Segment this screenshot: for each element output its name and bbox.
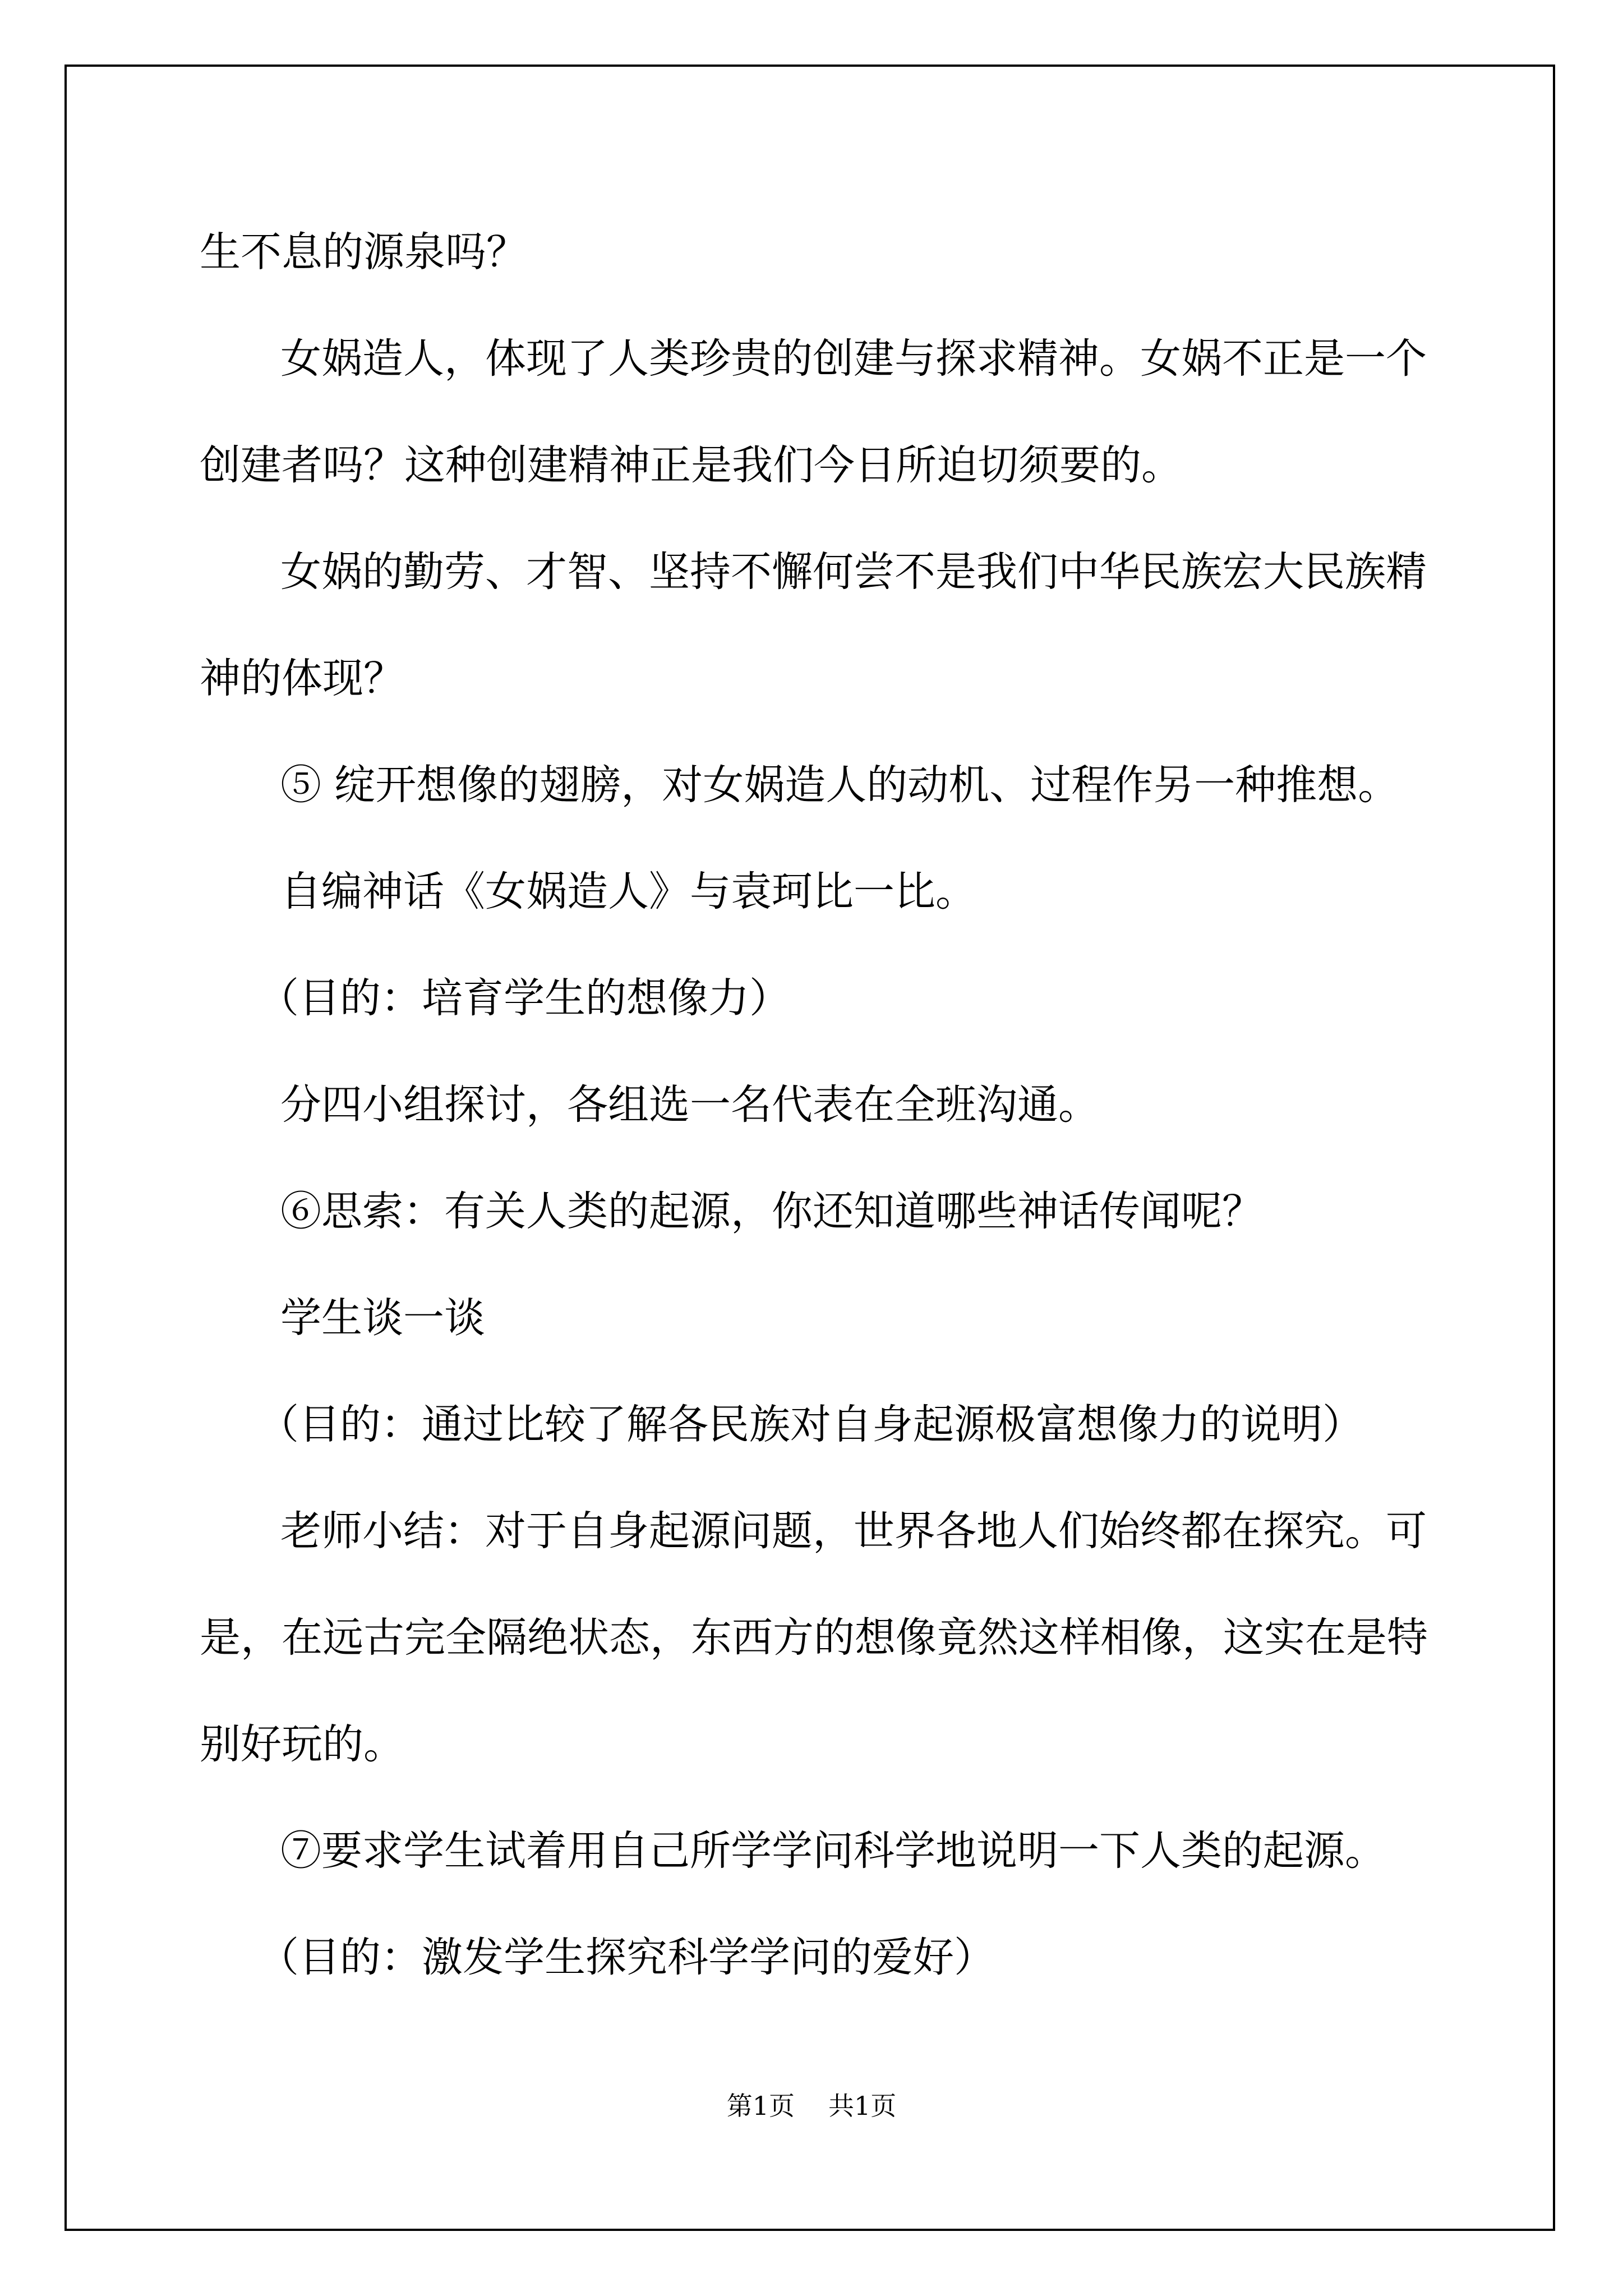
text-line-7: 自编神话《女娲造人》与袁珂比一比。 bbox=[280, 868, 976, 915]
text-line-6: ⑤ 绽开想像的翅膀，对女娲造人的动机、过程作另一种推想。 bbox=[280, 761, 1399, 809]
text-line-17: （目的：激发学生探究科学学问的爱好） bbox=[258, 1934, 995, 1981]
text-line-9: 分四小组探讨，各组选一名代表在全班沟通。 bbox=[280, 1081, 1099, 1129]
page-number-total: 共1页 bbox=[828, 2091, 897, 2121]
text-line-13: 老师小结：对于自身起源问题，世界各地人们始终都在探究。可 bbox=[280, 1507, 1427, 1555]
text-line-4: 女娲的勤劳、才智、坚持不懈何尝不是我们中华民族宏大民族精 bbox=[280, 548, 1427, 596]
text-line-15: 别好玩的。 bbox=[200, 1720, 404, 1768]
text-line-1: 生不息的源泉吗？ bbox=[200, 228, 527, 276]
text-line-5: 神的体现？ bbox=[200, 655, 404, 702]
text-line-14: 是，在远古完全隔绝状态，东西方的想像竟然这样相像，这实在是特 bbox=[200, 1614, 1428, 1662]
text-line-2: 女娲造人，体现了人类珍贵的创建与探求精神。女娲不正是一个 bbox=[280, 335, 1427, 383]
text-line-8: （目的：培育学生的想像力） bbox=[258, 974, 790, 1022]
page-footer bbox=[0, 2089, 1623, 2123]
text-line-11: 学生谈一谈 bbox=[280, 1294, 485, 1342]
text-line-10: ⑥思索：有关人类的起源，你还知道哪些神话传闻呢？ bbox=[280, 1188, 1263, 1235]
text-line-16: ⑦要求学生试着用自己所学学问科学地说明一下人类的起源。 bbox=[280, 1827, 1386, 1875]
text-line-3: 创建者吗？这种创建精神正是我们今日所迫切须要的。 bbox=[200, 441, 1182, 489]
page-number-current: 第1页 bbox=[726, 2091, 795, 2121]
text-line-12: （目的：通过比较了解各民族对自身起源极富想像力的说明） bbox=[258, 1401, 1363, 1448]
